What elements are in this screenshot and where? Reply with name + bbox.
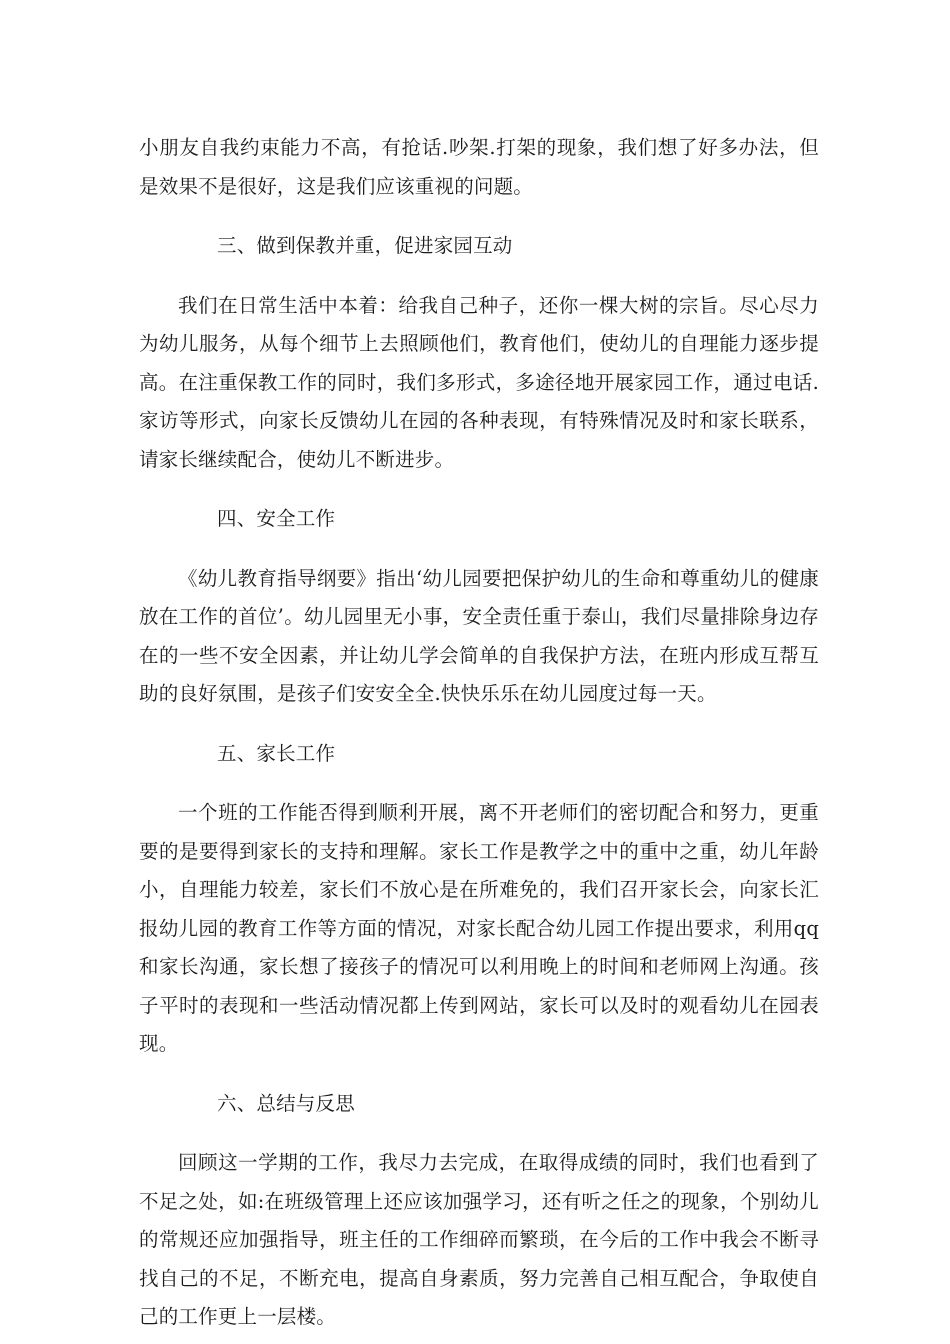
paragraph-section-4: 《幼儿教育指导纲要》指出‘幼儿园要把保护幼儿的生命和尊重幼儿的健康放在工作的首位’。幼儿园里无小事，安全责任重于泰山，我们尽量排除身边存在的一些不安全因素，并让幼儿学会简单的自我保护方法，在班内形成互帮互助的良好氛围，是孩子们安安全全.快快乐乐在幼儿园度过每一天。 [139,566,819,705]
paragraph-gap [139,479,819,500]
paragraph-gap [139,539,819,560]
section-heading-4: 四、安全工作 [217,507,336,530]
paragraph-section-6: 回顾这一学期的工作，我尽力去完成，在取得成绩的同时，我们也看到了不足之处，如:在班级管理上还应该加强学习，还有听之任之的现象，个别幼儿的常规还应加强指导，班主任的工作细碎而繁琐，在今后的工作中我会不断寻找自己的不足，不断充电，提高自身素质，努力完善自己相互配合，争取使自己的工作更上一层楼。 [139,1151,819,1328]
paragraph-section-3: 我们在日常生活中本着：给我自己种子，还你一棵大树的宗旨。尽心尽力为幼儿服务，从每个细节上去照顾他们，教育他们，使幼儿的自理能力逐步提高。在注重保教工作的同时，我们多形式，多途径地开展家园工作，通过电话.家访等形式，向家长反馈幼儿在园的各种表现，有特殊情况及时和家长联系，请家长继续配合，使幼儿不断进步。 [139,293,819,471]
section-heading-3: 三、做到保教并重，促进家园互动 [217,234,513,257]
paragraph-gap [139,266,819,287]
section-heading-6: 六、总结与反思 [217,1091,355,1115]
document-body [139,129,819,1337]
paragraph-gap [139,1064,819,1085]
paragraph-gap [139,1123,819,1144]
paragraph-continuation: 小朋友自我约束能力不高，有抢话.吵架.打架的现象，我们想了好多办法，但是效果不是很好，这是我们应该重视的问题。 [139,136,819,198]
paragraph-section-5: 一个班的工作能否得到顺利开展，离不开老师们的密切配合和努力，更重要的是要得到家长的支持和理解。家长工作是教学之中的重中之重，幼儿年龄小，自理能力较差，家长们不放心是在所难免的，我们召开家长会，向家长汇报幼儿园的教育工作等方面的情况，对家长配合幼儿园工作提出要求，利用qq和家长沟通，家长想了接孩子的情况可以利用晚上的时间和老师网上沟通。孩子平时的表现和一些活动情况都上传到网站，家长可以及时的观看幼儿在园表现。 [139,801,819,1055]
section-heading-5: 五、家长工作 [217,741,336,765]
paragraph-gap [139,714,819,735]
paragraph-gap [139,206,819,227]
paragraph-gap [139,773,819,794]
